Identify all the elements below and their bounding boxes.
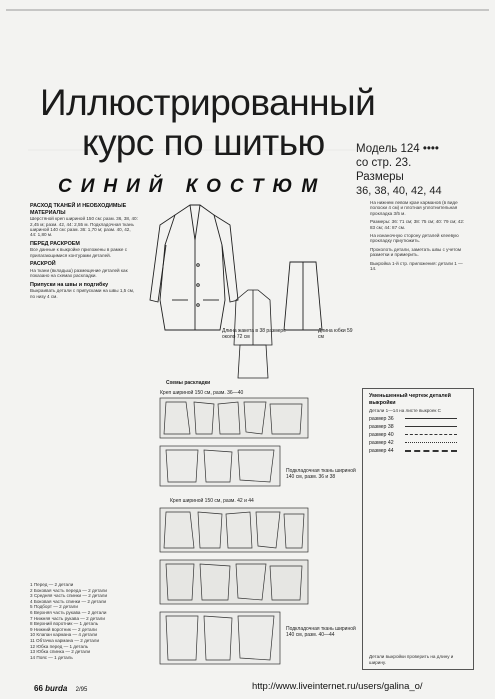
issue-number: 2/95 bbox=[75, 687, 88, 693]
layout-scheme-1 bbox=[160, 398, 308, 438]
list-item: 11 Обтачка кармана — 2 детали bbox=[30, 637, 100, 643]
jacket-sketch bbox=[150, 205, 238, 330]
scheme-subheading: Детали 1—14 на листе выкроек С bbox=[369, 408, 441, 414]
sizes-list: 36, 38, 40, 42, 44 bbox=[356, 185, 442, 197]
layout-text: На ткани (вкладыш) размещение деталей как показано на схемах раскладки. bbox=[30, 267, 128, 279]
layout-schemes-caption: Схемы раскладки bbox=[166, 380, 211, 386]
right-text-5: Выкройка 1-й стр. приложения: детали 1 — 14. bbox=[370, 260, 463, 272]
cutting-heading: ПЕРЕД РАСКРОЕМ bbox=[30, 240, 80, 247]
list-item: 4 Боковая часть спинки — 2 детали bbox=[30, 598, 107, 604]
title-line-2: курс по шитью bbox=[82, 122, 325, 163]
seams-heading: Припуски на швы и подгибку bbox=[30, 281, 109, 288]
page-number: 66 bbox=[34, 684, 43, 693]
size-line bbox=[405, 426, 457, 427]
right-column bbox=[370, 200, 470, 274]
size-legend bbox=[363, 416, 473, 454]
model-info bbox=[356, 142, 486, 198]
size-legend-label: размер 40 bbox=[369, 431, 394, 438]
size-legend-row bbox=[369, 416, 473, 422]
scheme-note: Детали выкройки проверить на длину и ширину. bbox=[369, 654, 454, 665]
right-text-4: Проколоть детали, заметать швы с учетом разметки и примерить. bbox=[370, 246, 462, 258]
size-scheme-box bbox=[362, 388, 474, 670]
list-item: 13 Юбка спинка — 2 детали bbox=[30, 649, 91, 655]
size-line bbox=[405, 418, 457, 419]
list-item: 14 Пояс — 1 деталь bbox=[30, 654, 73, 660]
layout-scheme-2 bbox=[160, 446, 280, 486]
size-legend-label: размер 42 bbox=[369, 439, 394, 446]
right-text-3: На изнаночную сторону деталей клеевую прокладку приутюжить. bbox=[370, 233, 459, 244]
brand-name: burda bbox=[45, 684, 68, 693]
size-line bbox=[405, 442, 457, 443]
crepe-36-40-caption: Креп шириной 150 см, разм. 36—40 bbox=[160, 390, 244, 396]
layout-scheme-3 bbox=[160, 508, 308, 552]
cutting-text: Все данные к выкройке приложены в рамке с прилагающимися контурами деталей. bbox=[30, 247, 128, 258]
page-footer bbox=[34, 684, 87, 693]
size-legend-label: размер 44 bbox=[369, 447, 394, 454]
page-title bbox=[40, 82, 376, 163]
parts-list bbox=[30, 582, 138, 660]
list-item: 8 Верхний воротник — 1 деталь bbox=[30, 621, 99, 627]
size-legend-label: размер 38 bbox=[369, 423, 394, 430]
list-item: 2 Боковая часть переда — 2 детали bbox=[30, 587, 107, 593]
right-text-1: На нижнем левом крае карманов (в виде полоски 4 см) и плотная уплотнительная прокладка 3/5 м. bbox=[370, 200, 458, 216]
list-item: 1 Перед — 2 детали bbox=[30, 582, 74, 587]
materials-heading: РАСХОД ТКАНЕЙ И НЕОБХОДИМЫЕ МАТЕРИАЛЫ bbox=[30, 203, 127, 216]
sizes-label: Размеры bbox=[356, 171, 404, 183]
lining-36-38-caption: Подкладочная ткань шириной 140 см, разм. 36 и 38 bbox=[286, 468, 356, 480]
size-legend-row bbox=[369, 448, 473, 454]
list-item: 5 Подборт — 2 детали bbox=[30, 604, 78, 610]
model-page-ref: со стр. 23. bbox=[356, 157, 412, 169]
list-item: 9 Нижний воротник — 2 детали bbox=[30, 626, 97, 632]
title-line-1: Иллюстрированный bbox=[40, 82, 376, 123]
list-item: 3 Средняя часть спинки — 2 детали bbox=[30, 593, 108, 599]
crepe-42-44-caption: Креп шириной 150 см, разм. 42 и 44 bbox=[170, 498, 254, 504]
lining-40-44-caption: Подкладочная ткань шириной 140 см, разм. 40—44 bbox=[286, 626, 356, 638]
layout-heading: РАСКРОЙ bbox=[30, 261, 56, 268]
subtitle: СИНИЙ КОСТЮМ bbox=[58, 176, 327, 197]
layout-scheme-4 bbox=[160, 560, 308, 604]
size-legend-label: размер 36 bbox=[369, 415, 394, 422]
materials-text: Шерстяной креп шириной 150 см: разм. 36, 38, 40: 2,45 м; разм. 42, 44: 2,55 м. Подкладочная ткань шириной 140 см: разм. 36: 1,70 м; разм. 40, 42, 44: 1,80 м. bbox=[30, 216, 138, 238]
size-legend-row bbox=[369, 424, 473, 430]
left-column bbox=[30, 200, 138, 302]
right-text-2: Размеры: 36: 71 см; 38: 75 см; 40: 79 см; 42: 83 см; 44: 87 см. bbox=[370, 219, 465, 230]
skirt-sketch bbox=[284, 262, 322, 330]
size-line bbox=[405, 434, 457, 435]
seams-text: Выкраивать детали с припусками на швы 1,5 см, по низу 4 см. bbox=[30, 288, 135, 299]
size-line bbox=[405, 450, 457, 452]
size-legend-row bbox=[369, 440, 473, 446]
layout-scheme-5 bbox=[160, 612, 280, 664]
model-label: Модель 124 •••• bbox=[356, 143, 439, 155]
list-item: 10 Клапан кармана — 4 детали bbox=[30, 632, 98, 638]
skirt-length-caption: Длина юбки 59 см bbox=[318, 328, 353, 340]
scheme-heading: Уменьшенный чертеж деталей выкройки bbox=[369, 393, 451, 406]
size-legend-row bbox=[369, 432, 473, 438]
source-url: http://www.liveinternet.ru/users/galina_o/ bbox=[252, 681, 423, 692]
list-item: 12 Юбка перед — 1 деталь bbox=[30, 643, 89, 649]
list-item: 7 Нижняя часть рукава — 2 детали bbox=[30, 615, 105, 621]
jacket-length-caption: Длина жакета в 38 размере около 72 см bbox=[222, 328, 286, 340]
list-item: 6 Верхняя часть рукава — 2 детали bbox=[30, 609, 107, 615]
